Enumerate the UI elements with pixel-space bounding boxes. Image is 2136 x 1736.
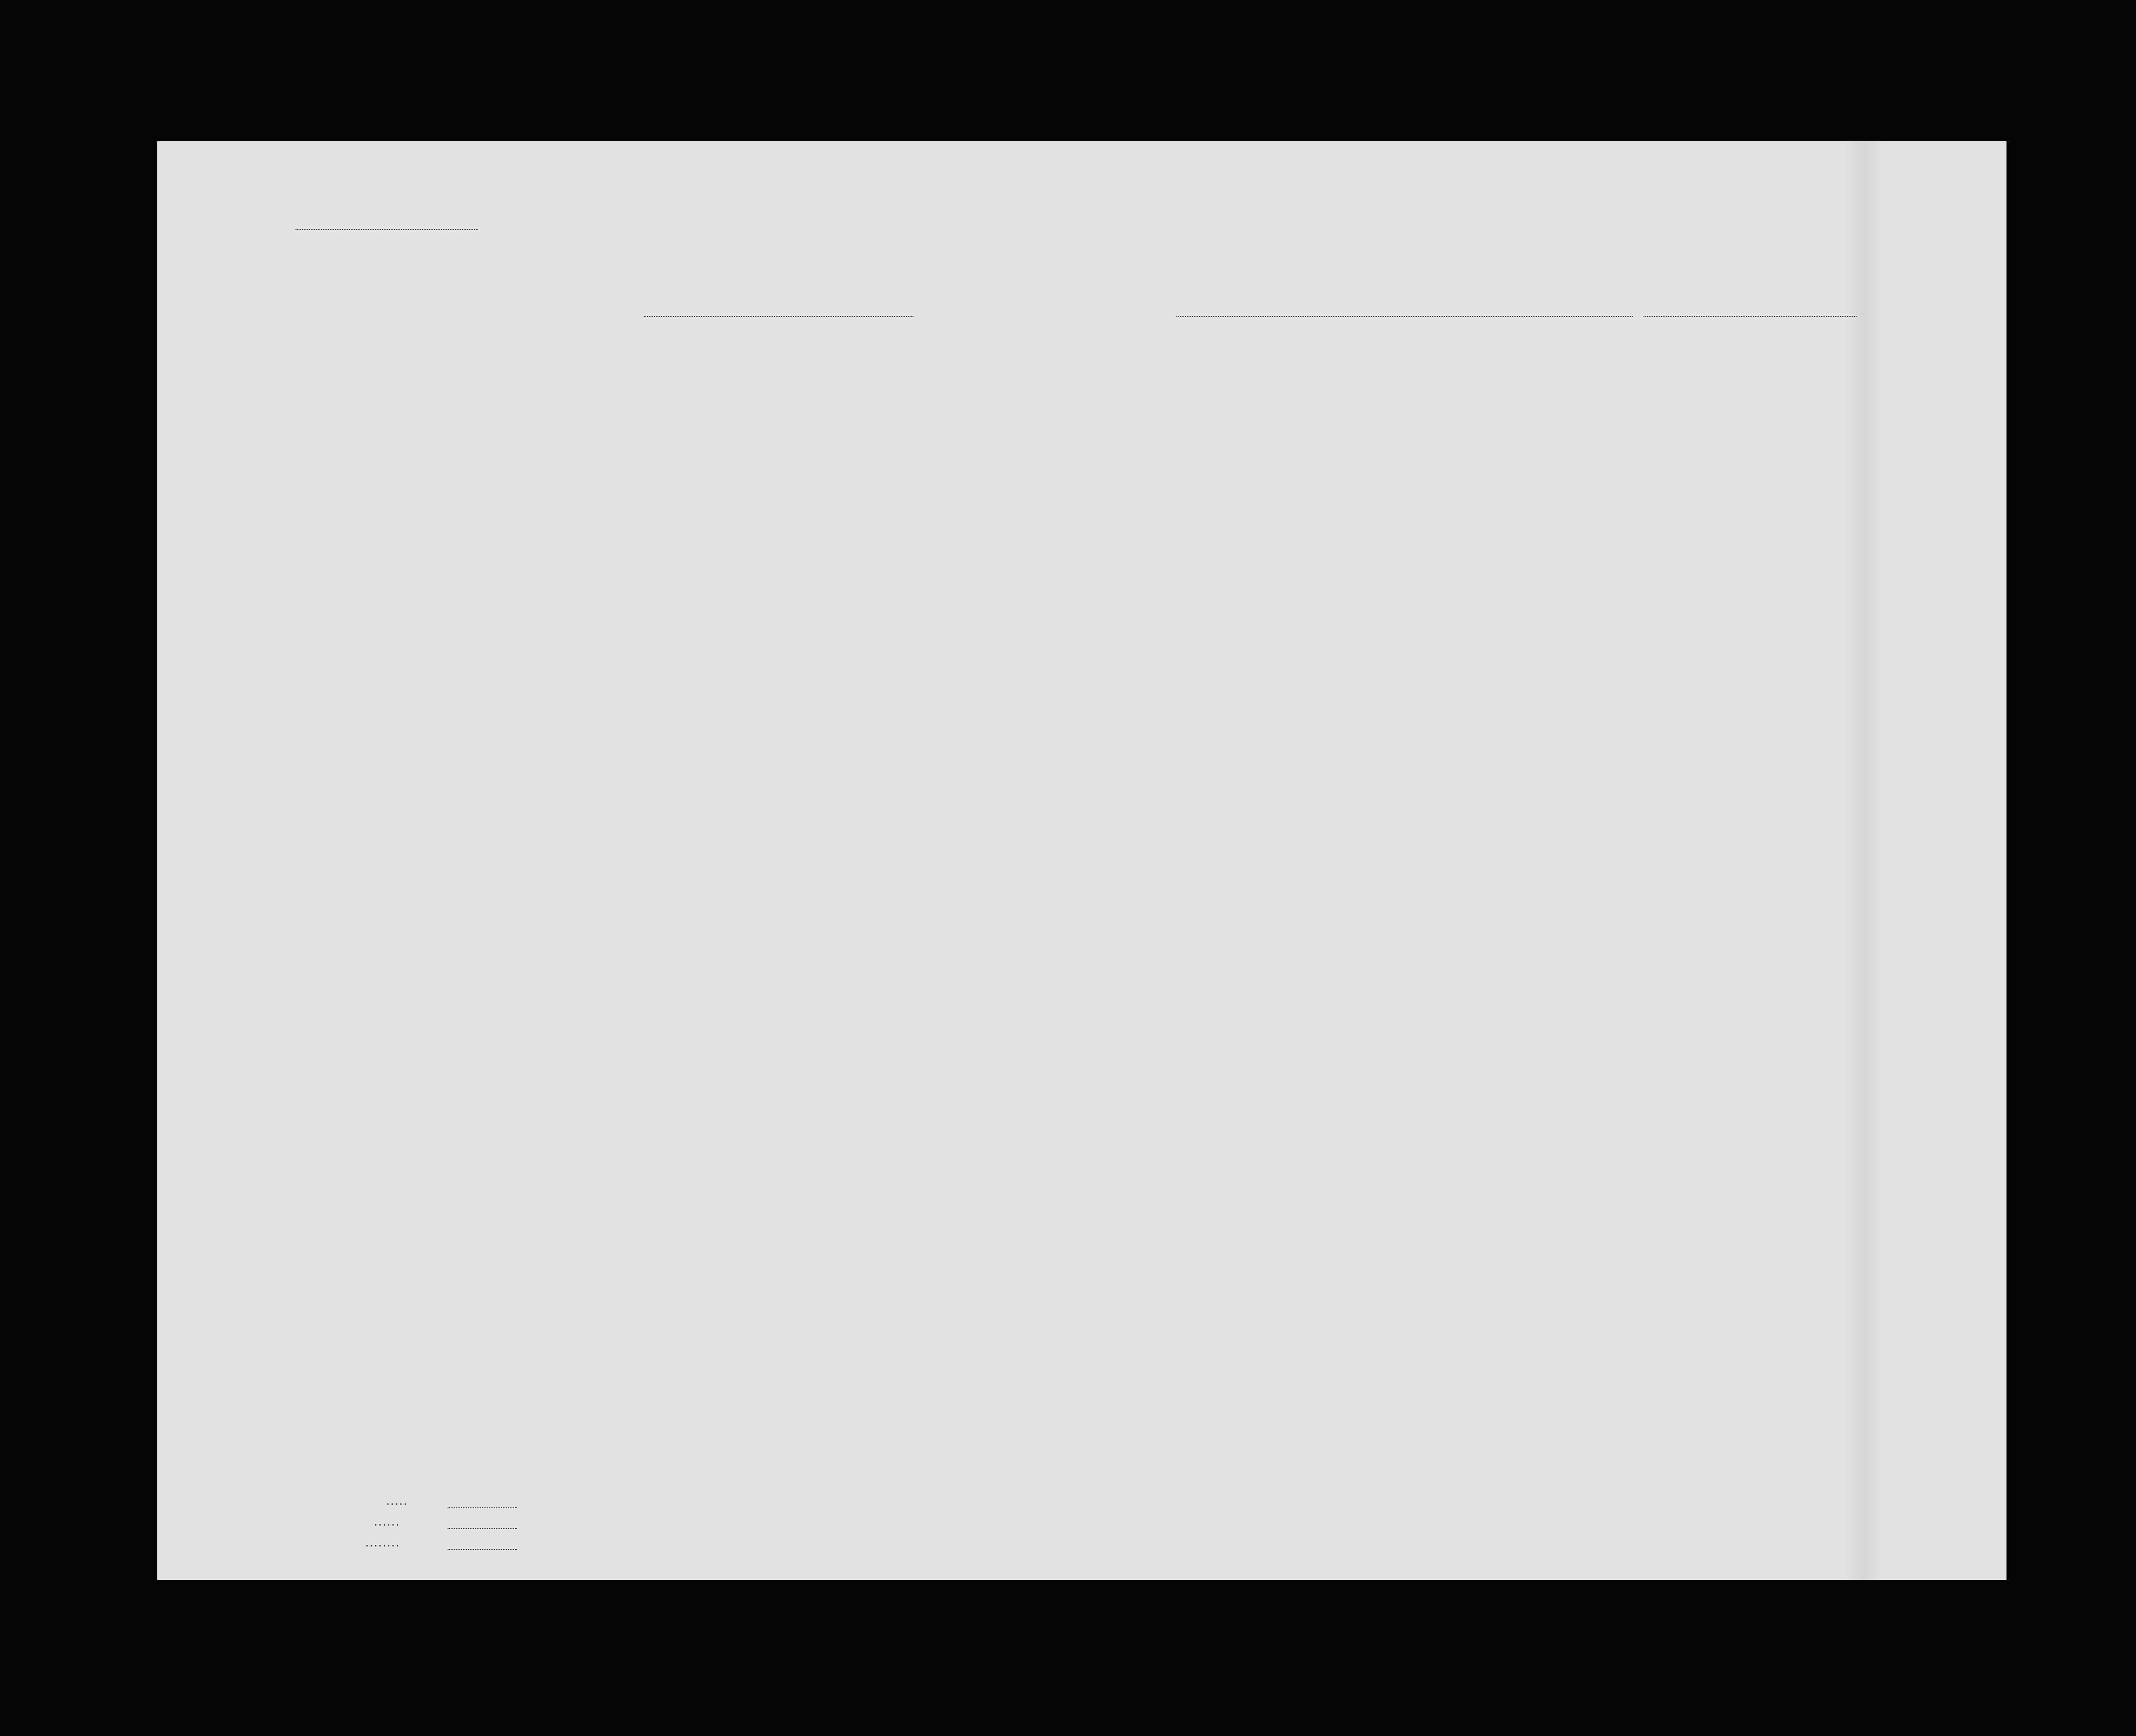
manifest-sheet: . . . . . . . . . . . . . . . . . . . [157, 141, 2006, 1580]
manifest-grid [157, 141, 2006, 1580]
